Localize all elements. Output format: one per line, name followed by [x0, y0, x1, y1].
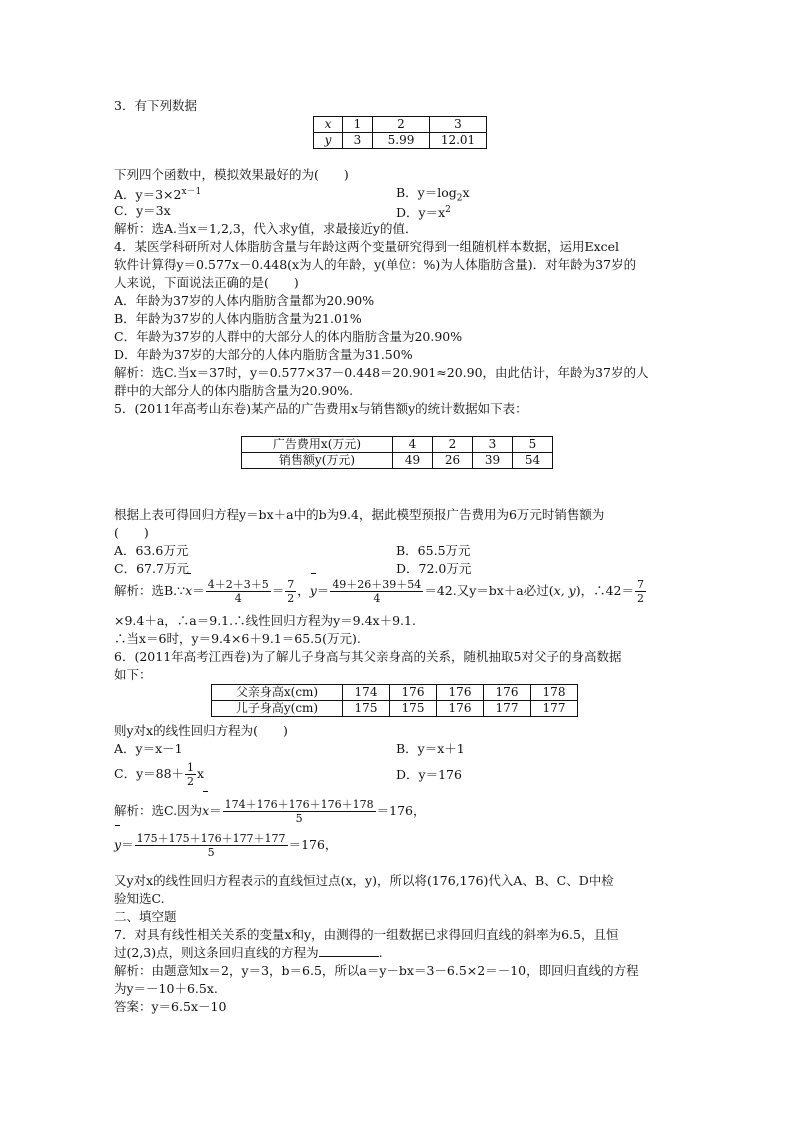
- table-cell: 2: [433, 437, 473, 453]
- table-cell: 174: [343, 685, 390, 701]
- text: ＝: [192, 583, 205, 598]
- q3-option-d: [396, 202, 451, 221]
- q6-line1: 6．(2011年高考江西卷)为了解儿子身高与其父亲身高的关系，随机抽取5对父子的身高数据: [114, 649, 622, 664]
- option-text: x: [462, 185, 470, 200]
- y-bar: y: [310, 576, 317, 606]
- table-cell: 178: [531, 685, 578, 701]
- table-row: [242, 453, 553, 469]
- table-cell: x: [314, 117, 343, 133]
- option-text: x: [197, 766, 205, 781]
- q5-option-d: D．72.0万元: [396, 561, 472, 576]
- q3-stem: 下列四个函数中，模拟效果最好的为( ): [114, 167, 349, 182]
- table-cell: 销售额y(万元): [242, 453, 393, 469]
- table-cell: 26: [433, 453, 473, 469]
- text: .: [378, 945, 383, 960]
- q4-analysis-line2: 群中的大部分人的体内脂肪含量为20.90%.: [114, 383, 354, 398]
- fraction: $\frac{49+26+39+54}{4}$: [332, 578, 422, 605]
- fraction: $\frac{7}{2}$: [637, 578, 644, 605]
- table-cell: 49: [393, 453, 433, 469]
- table-row: [314, 133, 487, 149]
- table-cell: 父亲身高x(cm): [212, 685, 343, 701]
- fraction: $\frac{7}{2}$: [287, 578, 295, 605]
- q6-option-d: D．y＝176: [396, 767, 462, 782]
- table-cell: 176: [437, 685, 484, 701]
- table-cell: 5.99: [373, 133, 430, 149]
- section-heading: 二、填空题: [114, 909, 177, 924]
- table-cell: y: [314, 133, 343, 149]
- text: ，: [297, 583, 310, 598]
- text: ＝42.又y＝bx＋a必过(: [424, 583, 554, 598]
- q4-option-c: C．年龄为37岁的人群中的大部分人的体内脂肪含量为20.90%: [114, 329, 463, 344]
- table-cell: 176: [390, 685, 437, 701]
- answer-blank: [319, 944, 379, 957]
- q4-option-b: B．年龄为37岁的人体内脂肪含量为21.01%: [114, 311, 362, 326]
- mean-point: x, y: [553, 583, 576, 598]
- q5-analysis-line2: ×9.4＋a，∴a＝9.1.∴线性回归方程为y＝9.4x＋9.1.: [114, 613, 416, 628]
- q6-option-b: B．y＝x＋1: [396, 741, 465, 756]
- option-text: C．y＝88＋: [114, 766, 185, 781]
- table-cell: 177: [484, 701, 531, 717]
- q4-option-d: D．年龄为37岁的大部分的人体内脂肪含量为31.50%: [114, 347, 413, 362]
- fraction: $\frac{174+176+176+176+178}{5}$: [224, 798, 374, 825]
- q5-title: 5．(2011年高考山东卷)某产品的广告费用x与销售额y的统计数据如下表：: [114, 401, 528, 416]
- table-cell: 1: [343, 117, 373, 133]
- table-cell: 5: [513, 437, 553, 453]
- text: 解析：选C.因为: [114, 803, 203, 818]
- q6-line2: 如下：: [114, 667, 152, 682]
- table-row: [242, 437, 553, 453]
- q3-option-c: C．y＝3x: [114, 203, 171, 218]
- option-text: A．y＝3×2: [114, 187, 182, 203]
- table-cell: 12.01: [430, 133, 487, 149]
- text: ＝176，: [288, 837, 338, 852]
- fraction: $\frac{4+2+3+5}{4}$: [207, 578, 269, 605]
- table-row: [212, 701, 578, 717]
- table-cell: 176: [437, 701, 484, 717]
- q5-option-c: C．67.7万元: [114, 561, 189, 576]
- q3-data-table: [313, 116, 487, 149]
- text: ＝: [271, 583, 285, 598]
- fraction: $\frac{1}{2}$: [187, 761, 195, 788]
- q3-title: 3．有下列数据: [114, 98, 197, 113]
- text: )，∴42＝: [575, 583, 634, 598]
- table-cell: 54: [513, 453, 553, 469]
- q5-option-a: A．63.6万元: [114, 543, 189, 558]
- text: 过(2,3)点，则这条回归直线的方程为: [114, 945, 319, 960]
- q6-data-table: [211, 684, 578, 717]
- fraction: $\frac{175+175+176+177+177}{5}$: [136, 832, 286, 859]
- q6-stem: 则y对x的线性回归方程为( ): [114, 723, 288, 738]
- x-bar: x: [202, 794, 209, 828]
- q5-analysis-line3: ∴当x＝6时，y＝9.4×6＋9.1＝65.5(万元).: [114, 631, 361, 646]
- table-cell: 儿子身高y(cm): [212, 701, 343, 717]
- q4-line3: 人来说，下面说法正确的是( ): [114, 275, 299, 290]
- option-text: B．y＝log: [396, 185, 457, 200]
- text: ＝: [316, 583, 330, 598]
- table-cell: 39: [473, 453, 513, 469]
- q4-line2: 软件计算得y＝0.577x－0.448(x为人的年龄，y(单位：%)为人体脂肪含量)．对年龄为37岁的: [114, 257, 637, 272]
- q5-data-table: [241, 436, 553, 469]
- option-text: D．y＝x: [396, 205, 446, 221]
- q5-stem-line1: 根据上表可得回归方程y＝bx＋a中的b为9.4，据此模型预报广告费用为6万元时销售额为: [114, 507, 605, 522]
- q7-line1: 7．对具有线性相关关系的变量x和y，由测得的一组数据已求得回归直线的斜率为6.5，且恒: [114, 927, 619, 942]
- table-cell: 3: [343, 133, 373, 149]
- text: ＝: [121, 837, 134, 852]
- q6-option-c: [114, 756, 204, 792]
- table-cell: 3: [473, 437, 513, 453]
- table-cell: 4: [393, 437, 433, 453]
- table-row: [314, 117, 487, 133]
- table-cell: 177: [531, 701, 578, 717]
- table-cell: 2: [373, 117, 430, 133]
- text: ＝: [209, 803, 222, 818]
- table-cell: 176: [484, 685, 531, 701]
- superscript: 2: [445, 205, 451, 215]
- q7-line2: [114, 944, 383, 961]
- q6-option-a: A．y＝x－1: [114, 741, 183, 756]
- q4-analysis-line1: 解析：选C.当x＝37时，y＝0.577×37－0.448＝20.901≈20.90，由此估计，年龄为37岁的人: [114, 365, 649, 380]
- y-bar: y: [114, 828, 121, 862]
- q5-stem-line2: ( ): [114, 525, 149, 540]
- q7-analysis-line2: 为y＝－10＋6.5x.: [114, 981, 218, 996]
- q5-analysis-line1: [114, 576, 647, 606]
- q3-analysis: 解析：选A.当x＝1,2,3，代入求y值，求最接近y的值．: [114, 221, 418, 236]
- text: ＝176，: [376, 803, 426, 818]
- q6-analysis-line2: [114, 828, 337, 862]
- q3-option-a: [114, 184, 201, 203]
- q5-option-b: B．65.5万元: [396, 543, 471, 558]
- x-bar: x: [185, 576, 192, 606]
- table-row: [212, 685, 578, 701]
- q6-analysis-line4: 验知选C.: [114, 891, 165, 906]
- q7-analysis-line1: 解析：由题意知x＝2，y＝3，b＝6.5，所以a＝y－bx＝3－6.5×2＝－10，即回归直线的方程: [114, 963, 639, 978]
- table-cell: 广告费用x(万元): [242, 437, 393, 453]
- superscript: x－1: [181, 187, 202, 197]
- text: 解析：选B.∵: [114, 583, 186, 598]
- table-cell: 3: [430, 117, 487, 133]
- q6-analysis-line1: [114, 794, 426, 828]
- subscript: 2: [456, 193, 463, 204]
- q4-line1: 4．某医学科研所对人体脂肪含量与年龄这两个变量研究得到一组随机样本数据，运用Excel: [114, 239, 620, 254]
- table-cell: 175: [390, 701, 437, 717]
- q4-option-a: A．年龄为37岁的人体内脂肪含量都为20.90%: [114, 293, 375, 308]
- q7-answer: 答案：y＝6.5x－10: [114, 999, 227, 1014]
- q6-analysis-line3: 又y对x的线性回归方程表示的直线恒过点(x，y)，所以将(176,176)代入A、B、C、D中检: [114, 873, 614, 888]
- table-cell: 175: [343, 701, 390, 717]
